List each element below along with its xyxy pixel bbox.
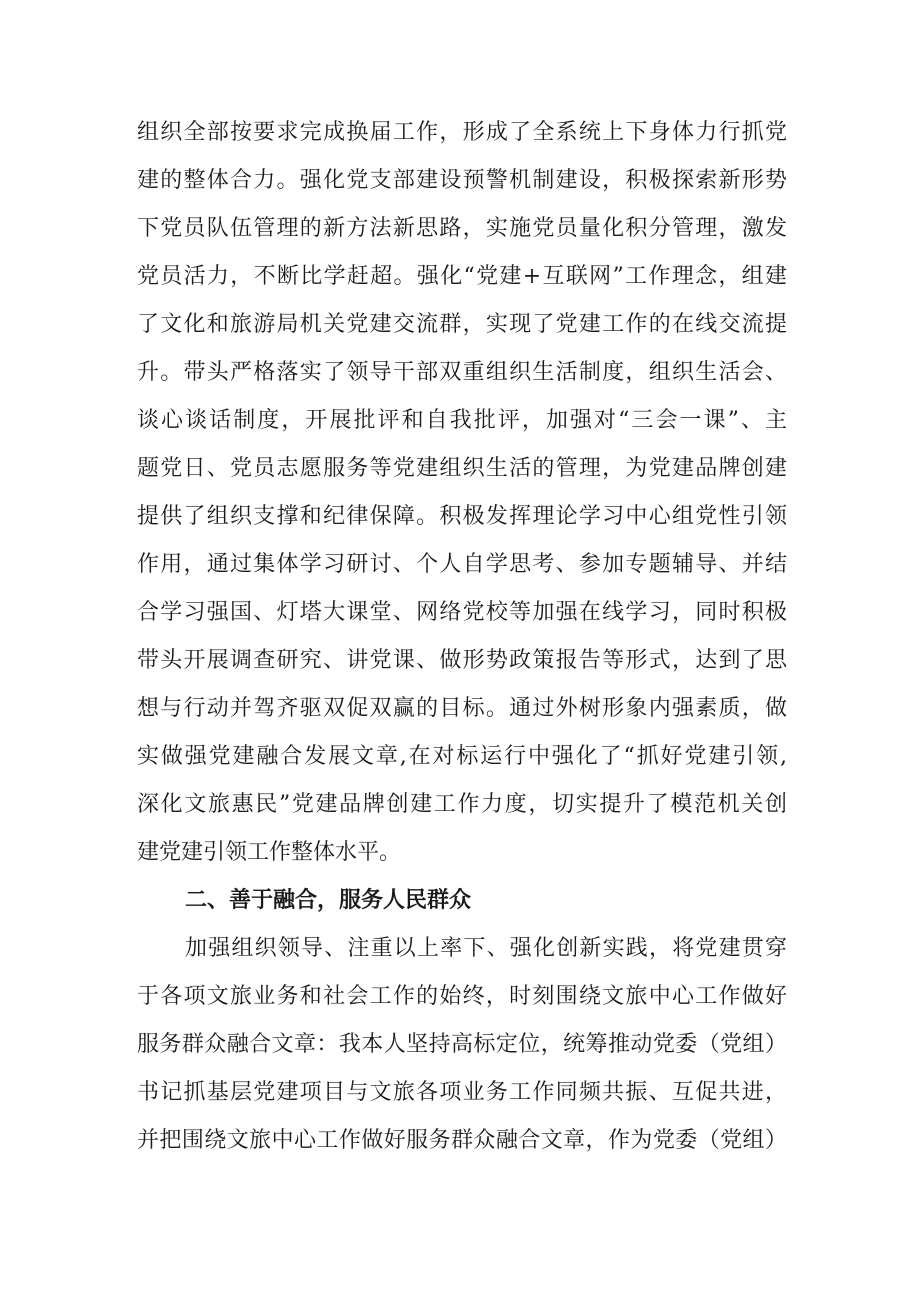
paragraph-line: 了文化和旅游局机关党建交流群，实现了党建工作的在线交流提 [137,312,787,337]
paragraph-line: 升。带头严格落实了领导干部双重组织生活制度，组织生活会、 [137,360,787,385]
paragraph-line: 并把围绕文旅中心工作做好服务群众融合文章，作为党委（党组） [137,1128,787,1153]
paragraph-line: 下党员队伍管理的新方法新思路，实施党员量化积分管理，激发 [137,216,787,241]
paragraph-line: 加强组织领导、注重以上率下、强化创新实践，将党建贯穿 [185,936,787,961]
paragraph-line: 组织全部按要求完成换届工作，形成了全系统上下身体力行抓党 [137,120,787,145]
paragraph-line: 想与行动并驾齐驱双促双赢的目标。通过外树形象内强素质，做 [137,696,787,721]
paragraph-line: 带头开展调查研究、讲党课、做形势政策报告等形式，达到了思 [137,648,787,673]
paragraph-2 [137,925,787,1165]
paragraph-line: 深化文旅惠民”党建品牌创建工作力度，切实提升了模范机关创 [137,792,787,817]
paragraph-line: 服务群众融合文章：我本人坚持高标定位，统筹推动党委（党组） [137,1032,787,1057]
paragraph-line: 提供了组织支撑和纪律保障。积极发挥理论学习中心组党性引领 [137,504,787,529]
paragraph-line: 合学习强国、灯塔大课堂、网络党校等加强在线学习，同时积极 [137,600,787,625]
document-body [137,109,787,1165]
paragraph-line: 书记抓基层党建项目与文旅各项业务工作同频共振、互促共进， [137,1080,787,1105]
paragraph-line: 于各项文旅业务和社会工作的始终，时刻围绕文旅中心工作做好 [137,984,787,1009]
paragraph-line: 实做强党建融合发展文章,在对标运行中强化了“抓好党建引领, [137,744,787,769]
section-heading: 二、善于融合，服务人民群众 [185,888,472,913]
paragraph-line: 建的整体合力。强化党支部建设预警机制建设，积极探索新形势 [137,168,787,193]
paragraph-line: 建党建引领工作整体水平。 [137,840,402,865]
paragraph-line: 作用，通过集体学习研讨、个人自学思考、参加专题辅导、并结 [137,552,787,577]
paragraph-line: 谈心谈话制度，开展批评和自我批评，加强对“三会一课”、主 [137,408,787,433]
paragraph-line: 题党日、党员志愿服务等党建组织生活的管理，为党建品牌创建 [137,456,787,481]
paragraph-1 [137,109,787,877]
paragraph-line: 党员活力，不断比学赶超。强化“党建+互联网”工作理念，组建 [137,264,787,289]
